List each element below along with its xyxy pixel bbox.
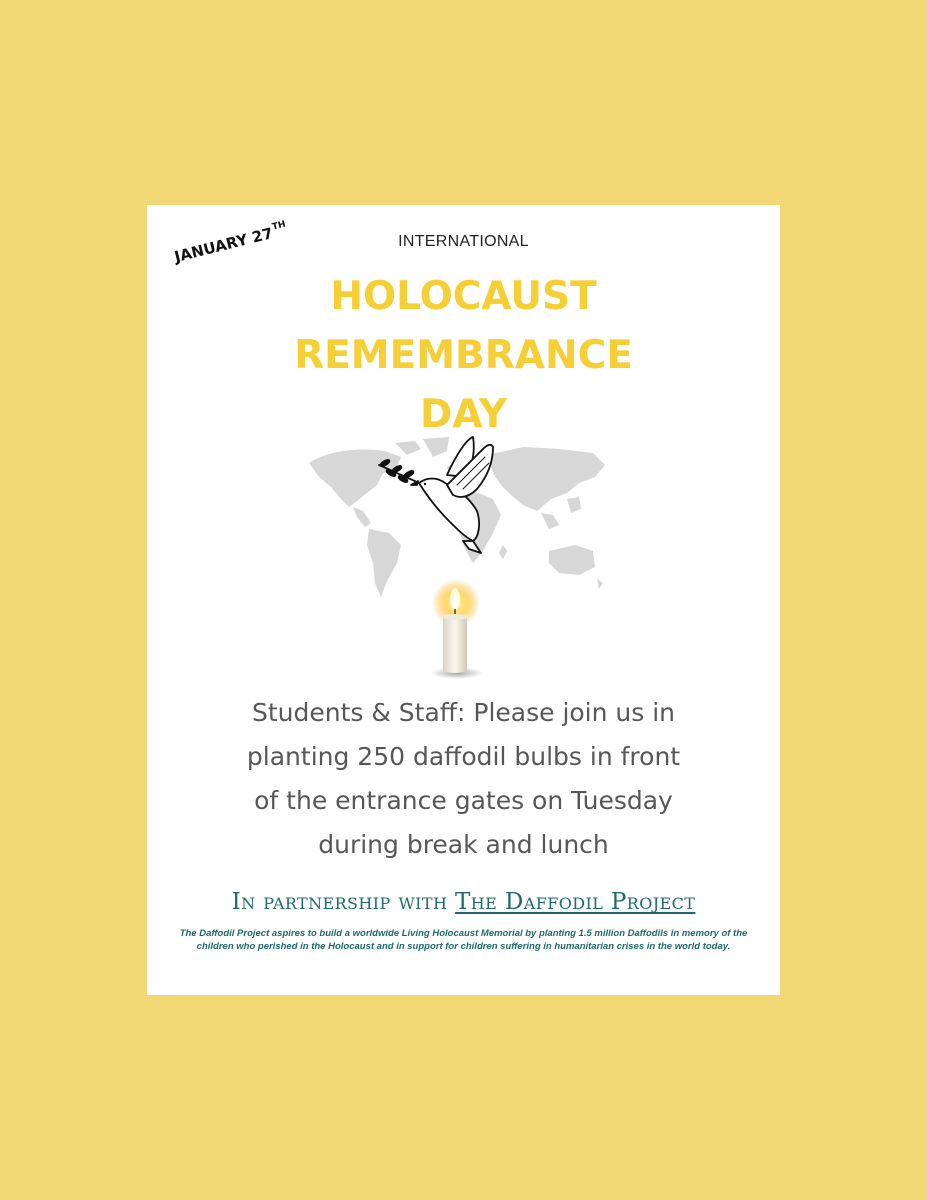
body-line-1: Students & Staff: Please join us in: [251, 698, 676, 727]
body-line-4: during break and lunch: [318, 830, 609, 859]
daffodil-project-link[interactable]: The Daffodil Project: [455, 889, 696, 915]
headline-line-3: DAY: [419, 392, 508, 437]
page-title: [147, 267, 780, 444]
eyebrow-text: INTERNATIONAL: [398, 233, 529, 250]
date-suffix: TH: [271, 219, 287, 233]
headline-line-2: REMEMBRANCE: [294, 333, 633, 378]
invitation-text: [187, 691, 740, 867]
headline-line-1: HOLOCAUST: [330, 274, 597, 319]
partnership-line: [147, 889, 780, 915]
partner-prefix: In partnership with: [231, 889, 456, 915]
date-main: JANUARY 27: [172, 224, 275, 266]
poster-card: [147, 205, 780, 995]
body-line-2: planting 250 daffodil bulbs in front: [246, 742, 681, 771]
illustration: [297, 433, 627, 683]
footnote-text: The Daffodil Project aspires to build a worldwide Living Holocaust Memorial by planting 1.5 million Daffodils in memory of the children who perished in the Holocaust and in support for children suffering in humanitarian crises in the world today.: [179, 928, 748, 952]
body-line-3: of the entrance gates on Tuesday: [254, 786, 673, 815]
candle-icon: [431, 579, 483, 679]
